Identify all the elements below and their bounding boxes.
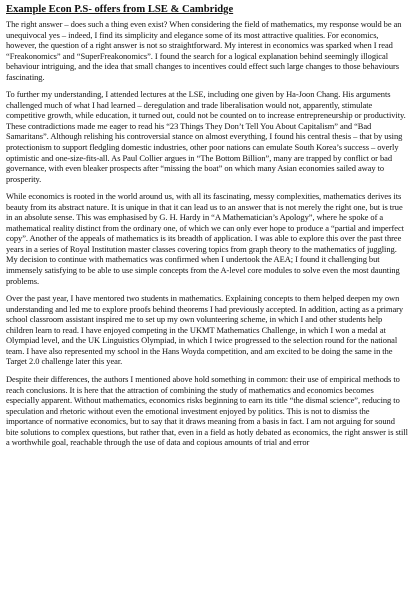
paragraph-intro: The right answer – does such a thing even exist? When considering the field of mathematics, my response would be an unequivocal yes – indeed, I find its simplicity and elegance some of its most attractive qualities. For economics, however, the question of a right answer is not so straightforward. My interest in economics was sparked when I read “Freakonomics” and “SuperFreakonomics”. I found the search for a logical explanation behind seemingly illogical behaviour intriguing, and the idea that small changes to incentives could effect such large changes to those behaviours fascinating.: [6, 19, 402, 82]
paragraph-conclusion: Despite their differences, the authors I mentioned above hold something in common: their use of empirical methods to reach conclusions. It is here that the attraction of combining the study of mathematics and economics becomes especially apparent. Without mathematics, economics risks beginning to earn its title “the dismal science”, reducing to speculation and rhetoric without even the emotional investment enjoyed by politics. This is not to dismiss the importance of normative economics, but to say that it draws meaning from a basis in fact. I am not arguing for sound bite solutions to complex questions, but rather that, even in a field as hotly debated as economics, the right answer is still a worthwhile goal, reachable through the use of data and copious amounts of trial and error: [6, 373, 408, 448]
paragraph-lse-lectures: To further my understanding, I attended lectures at the LSE, including one given by Ha-Joon Chang. His arguments challenged much of what I had learned – deregulation and trade liberalisation would not, apparently, stimulate competitive growth, while education, it turned out, could not be counted on to increase entrepreneurship or productivity. These contradictions made me eager to read his “23 Things They Don’t Tell You About Capitalism” and “Bad Samaritans”. Although relishing his controversial stance on almost everything, I found his central thesis – that by using protectionism to support fledgling domestic industries, other poor nations can emulate South Korea’s success – overly optimistic and one-size-fits-all. As Paul Collier argues in “The Bottom Billion”, many are trapped by conflict or bad governance, with even bleaker prospects after “missing the boat” on which many Asian economies sailed away to prosperity.: [6, 89, 406, 184]
paragraph-mentoring: Over the past year, I have mentored two students in mathematics. Explaining concepts to them helped deepen my own understanding and led me to explore proofs behind theorems I had previously accepted. In addition, acting as a primary school classroom assistant inspired me to set up my own volunteering scheme, in which I and other students help children learn to read. I have enjoyed competing in the UKMT Mathematics Challenge, in which I won a medal at Olympiad level, and the UK Linguistics Olympiad, in which I twice progressed to the selection round for the national team. I have also represented my school in the Hans Woyda competition, and am excited to be doing the same in the Target 2.0 challenge later this year.: [6, 293, 404, 367]
document-title: Example Econ P.S- offers from LSE & Cambridge: [6, 4, 234, 15]
paragraph-mathematics: While economics is rooted in the world around us, with all its fascinating, messy complexities, mathematics derives its beauty from its abstract nature. It is unique in that it can lead us to an answer that is not merely the right one, but is true in an absolute sense. This was emphasised by G. H. Hardy in “A Mathematician’s Apology”, where he spoke of a mathematical reality distinct from the ordinary one, of which we can only ever hope to produce a “partial and imperfect copy”. Another of the appeals of mathematics is its breadth of application. I was able to explore this over the past three years in a series of Royal Institution master classes covering topics from graph theory to the mathematics of juggling. My decision to continue with mathematics was confirmed when I undertook the AEA; I found it challenging but immensely satisfying to be able to use simple concepts from the A-level core modules to solve even the most daunting problems.: [6, 191, 404, 286]
